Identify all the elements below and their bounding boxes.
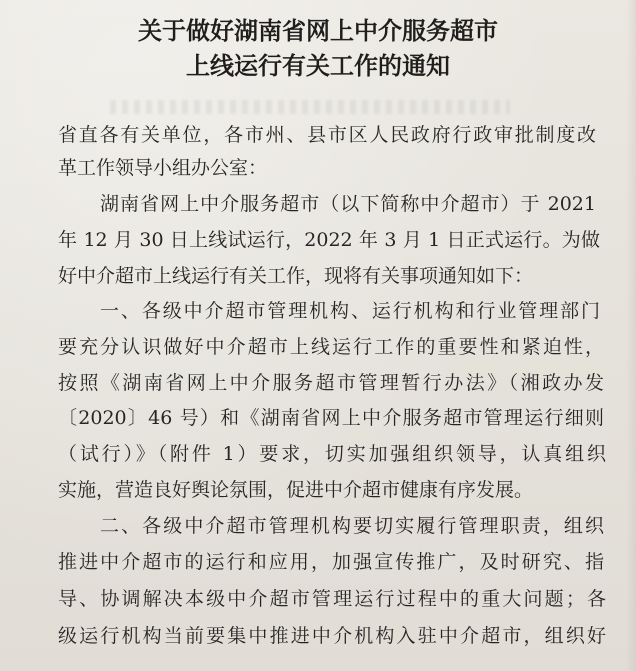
body-line-3: 湖南省网上中介服务超市（以下简称中介超市）于 2021 (100, 193, 596, 215)
body-line-5: 好中介超市上线运行有关工作，现将有关事项通知如下： (58, 265, 534, 287)
body-line-12: 二、各级中介超市管理机构要切实履行管理职责，组织 (100, 515, 604, 537)
document-title-line-2: 上线运行有关工作的通知 (186, 52, 450, 80)
body-line-1: 省直各有关单位，各市州、县市区人民政府行政审批制度改 (58, 124, 596, 146)
page-edge-shadow (626, 0, 636, 671)
document-title-line-1: 关于做好湖南省网上中介服务超市 (138, 17, 498, 45)
body-line-7: 要充分认识做好中介超市上线运行工作的重要性和紧迫性， (58, 336, 604, 358)
body-line-13: 推进中介超市的运行和应用，加强宣传推广，及时研究、指 (58, 551, 604, 573)
body-line-15: 级运行机构当前要集中推进中介机构入驻中介超市，组织好 (58, 625, 606, 647)
body-line-4: 年 12 月 30 日上线试运行，2022 年 3 月 1 日正式运行。为做 (58, 229, 600, 251)
body-line-6: 一、各级中介超市管理机构、运行机构和行业管理部门 (100, 300, 600, 322)
body-line-14: 导、协调解决本级中介超市管理运行过程中的重大问题；各 (58, 588, 606, 610)
body-line-11: 实施，营造良好舆论氛围，促进中介超市健康有序发展。 (58, 479, 534, 501)
bleed-through-text (110, 100, 510, 114)
body-line-2: 革工作领导小组办公室： (58, 157, 268, 179)
body-line-9: 〔2020〕46 号）和《湖南省网上中介服务超市管理运行细则 (58, 407, 604, 429)
body-line-10: （试行）》（附件 1）要求，切实加强组织领导，认真组织 (58, 443, 606, 465)
body-line-8: 按照《湖南省网上中介服务超市管理暂行办法》（湘政办发 (58, 372, 604, 394)
